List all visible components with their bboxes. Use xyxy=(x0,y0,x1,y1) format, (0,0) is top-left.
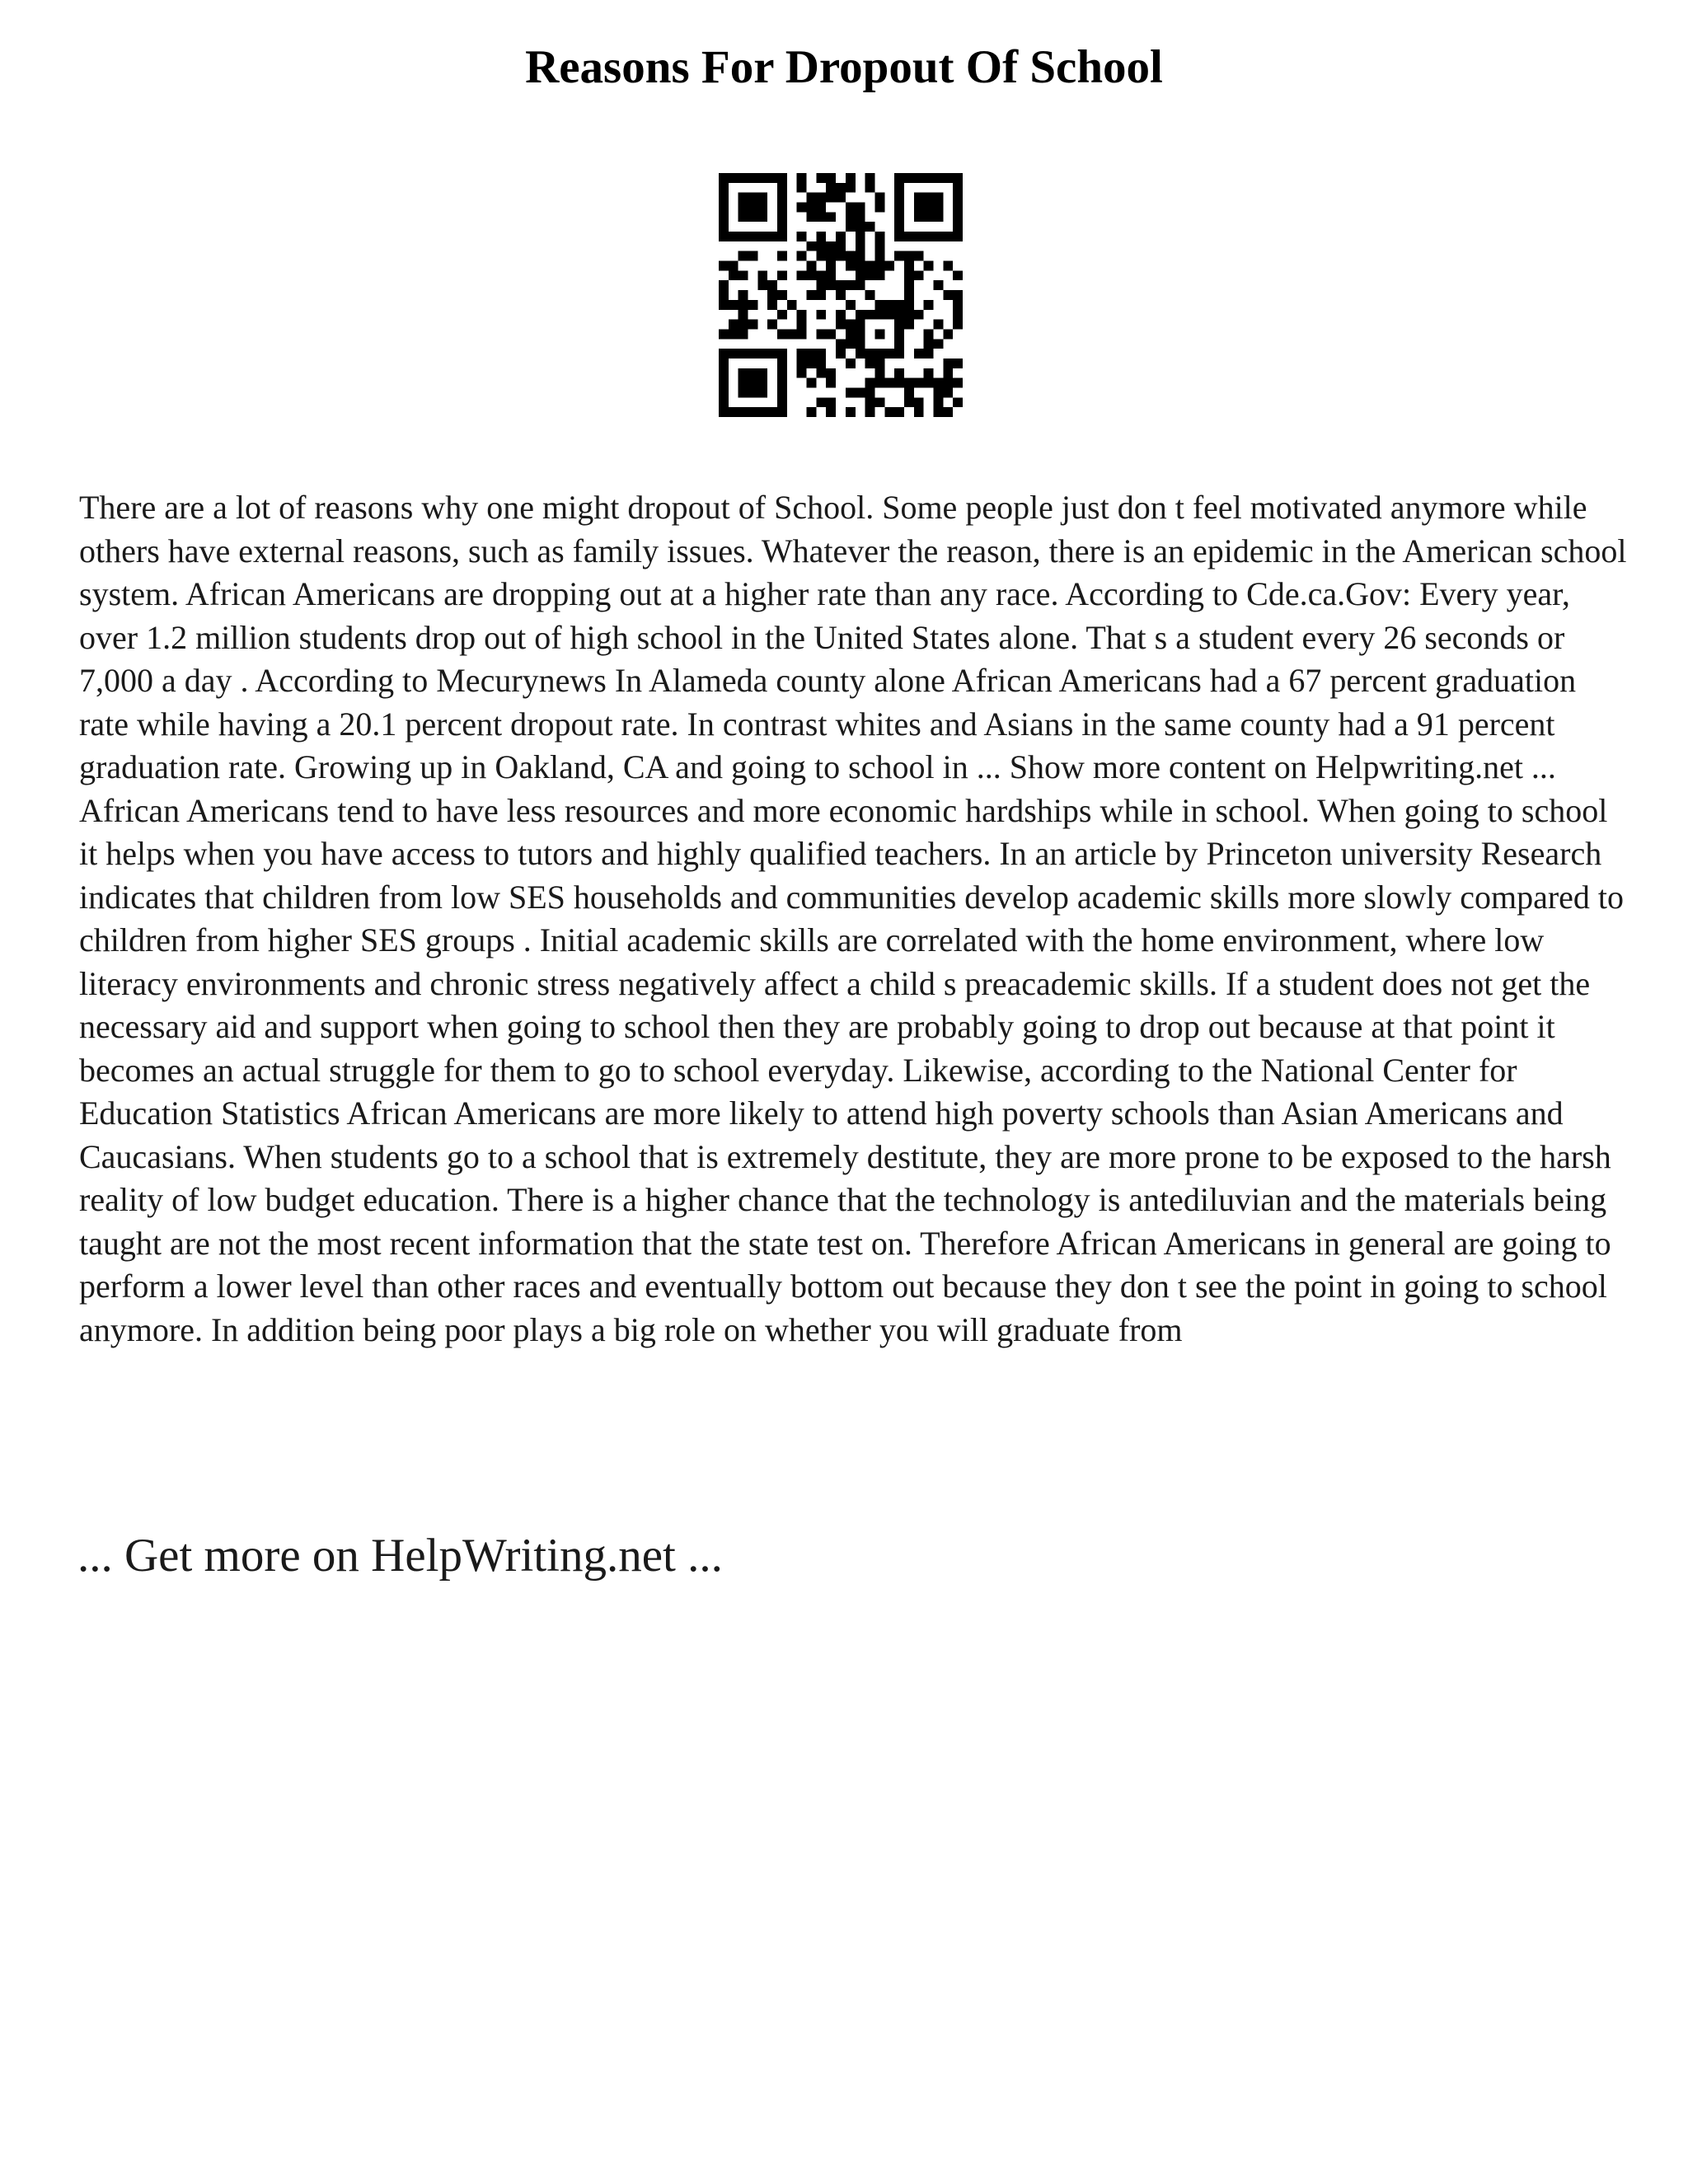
get-more-link[interactable]: ... Get more on HelpWriting.net ... xyxy=(77,1530,723,1582)
document-title: Reasons For Dropout Of School xyxy=(525,41,1163,93)
qr-code-icon xyxy=(719,173,963,417)
body-paragraph: There are a lot of reasons why one might dropout of School. Some people just don t feel motivated anymore while others have external reasons, such as family issues. Whatever the reason, there is an epidemic in the American school system. African Americans are dropping out at a higher rate than any race. According to Cde.ca.Gov: Every year, over 1.2 million students drop out of high school in the United States alone. That s a student every 26 seconds or 7,000 a day . According to Mecurynews In Alameda county alone African Americans had a 67 percent graduation rate while having a 20.1 percent dropout rate. In contrast whites and Asians in the same county had a 91 percent graduation rate. Growing up in Oakland, CA and going to school in ... Show more content on Helpwriting.net ... African Americans tend to have less resources and more economic hardships while in school. When going to school it helps when you have access to tutors and highly qualified teachers. In an article by Princeton university Research indicates that children from low SES households and communities develop academic skills more slowly compared to children from higher SES groups . Initial academic skills are correlated with the home environment, where low literacy environments and chronic stress negatively affect a child s preacademic skills. If a student does not get the necessary aid and support when going to school then they are probably going to drop out because at that point it becomes an actual struggle for them to go to school everyday. Likewise, according to the National Center for Education Statistics African Americans are more likely to attend high poverty schools than Asian Americans and Caucasians. When students go to a school that is extremely destitute, they are more prone to be exposed to the harsh reality of low budget education. There is a higher chance that the technology is antediluvian and the materials being taught are not the most recent information that the state test on. Therefore African Americans in general are going to perform a lower level than other races and eventually bottom out because they don t see the point in going to school anymore. In addition being poor plays a big role on whether you will graduate from xyxy=(79,489,1627,1348)
